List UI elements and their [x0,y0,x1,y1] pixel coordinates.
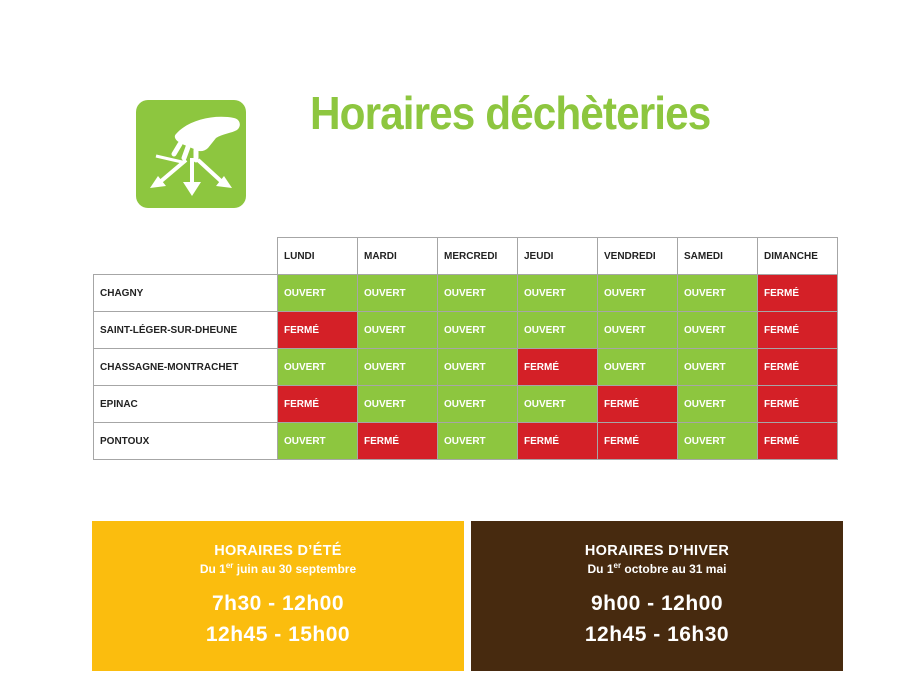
day-header: LUNDI [278,238,358,275]
waste-disposal-logo [136,100,246,208]
summer-hours [92,588,464,650]
status-cell: FERMÉ [758,423,838,460]
site-name: EPINAC [94,386,278,423]
day-header: MARDI [358,238,438,275]
day-header: MERCREDI [438,238,518,275]
status-cell: FERMÉ [758,275,838,312]
status-cell: OUVERT [678,423,758,460]
status-cell: OUVERT [518,386,598,423]
corner-cell [94,238,278,275]
winter-hours-panel [471,521,843,671]
site-name: CHASSAGNE-MONTRACHET [94,349,278,386]
header-row [94,238,838,275]
schedule-table [93,237,838,460]
day-header: DIMANCHE [758,238,838,275]
status-cell: FERMÉ [518,349,598,386]
status-cell: OUVERT [598,312,678,349]
winter-hours-afternoon: 12h45 - 16h30 [584,623,730,646]
page-title: Horaires déchèteries [310,87,711,139]
status-cell: OUVERT [358,312,438,349]
status-cell: FERMÉ [758,349,838,386]
summer-hours-panel [92,521,464,671]
status-cell: OUVERT [358,349,438,386]
summer-hours-afternoon: 12h45 - 15h00 [205,623,351,646]
status-cell: OUVERT [438,386,518,423]
status-cell: FERMÉ [278,386,358,423]
status-cell: OUVERT [678,312,758,349]
status-cell: FERMÉ [518,423,598,460]
status-cell: OUVERT [678,349,758,386]
winter-title: HORAIRES D’HIVER [584,543,730,559]
status-cell: OUVERT [598,275,678,312]
status-cell: FERMÉ [358,423,438,460]
day-header: SAMEDI [678,238,758,275]
summer-hours-morning: 7h30 - 12h00 [211,592,345,615]
table-row [94,423,838,460]
status-cell: FERMÉ [598,423,678,460]
table-row [94,275,838,312]
table-row [94,349,838,386]
status-cell: OUVERT [278,423,358,460]
status-cell: FERMÉ [758,386,838,423]
site-name: SAINT-LÉGER-SUR-DHEUNE [94,312,278,349]
status-cell: OUVERT [598,349,678,386]
status-cell: FERMÉ [758,312,838,349]
summer-title: HORAIRES D’ÉTÉ [214,543,342,559]
table-row [94,312,838,349]
status-cell: OUVERT [518,275,598,312]
status-cell: OUVERT [438,423,518,460]
status-cell: FERMÉ [598,386,678,423]
status-cell: OUVERT [438,349,518,386]
status-cell: OUVERT [518,312,598,349]
day-header: VENDREDI [598,238,678,275]
winter-date-range: Du 1er octobre au 31 mai [587,561,727,576]
status-cell: FERMÉ [278,312,358,349]
day-header: JEUDI [518,238,598,275]
table-row [94,386,838,423]
status-cell: OUVERT [278,349,358,386]
site-name: CHAGNY [94,275,278,312]
winter-hours [471,588,843,650]
status-cell: OUVERT [438,275,518,312]
status-cell: OUVERT [358,275,438,312]
status-cell: OUVERT [678,275,758,312]
winter-hours-morning: 9h00 - 12h00 [590,592,724,615]
status-cell: OUVERT [278,275,358,312]
hand-dropping-waste-icon [136,100,246,208]
status-cell: OUVERT [678,386,758,423]
status-cell: OUVERT [358,386,438,423]
summer-date-range: Du 1er juin au 30 septembre [199,561,357,576]
status-cell: OUVERT [438,312,518,349]
site-name: PONTOUX [94,423,278,460]
